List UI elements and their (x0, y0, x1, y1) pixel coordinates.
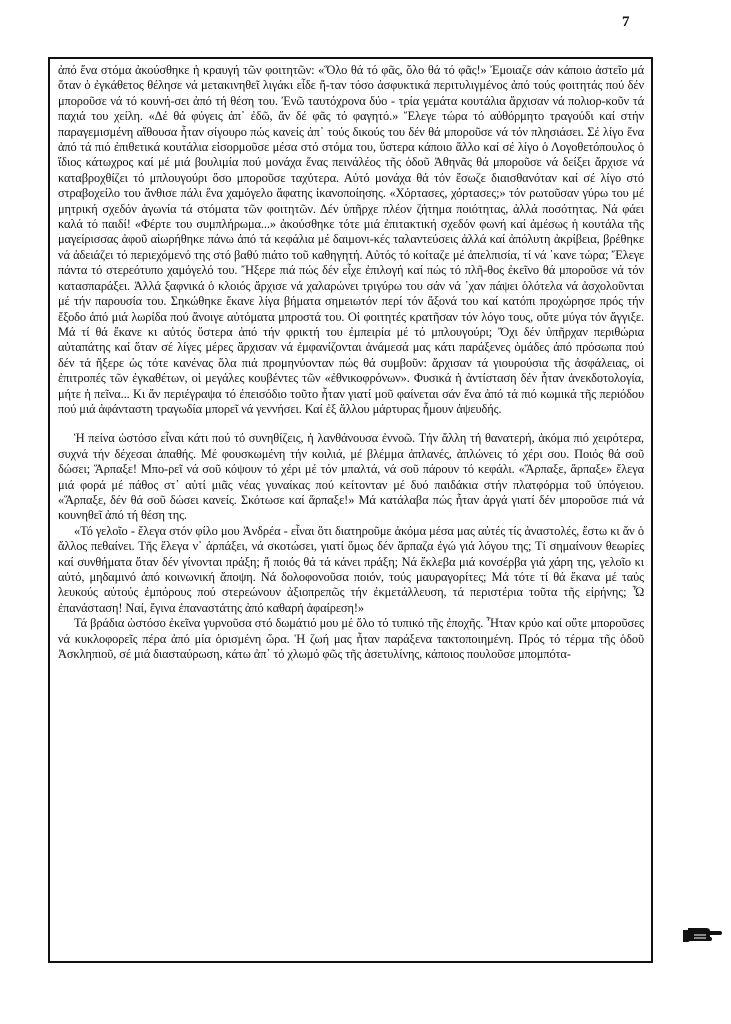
pointing-hand-icon (682, 926, 722, 944)
page-number: 7 (622, 14, 630, 30)
paragraph-2: Ἡ πείνα ὡστόσο εἶναι κάτι πού τό συνηθίζεις, ἡ λανθάνουσα ἐννοῶ. Τήν ἄλλη τή θανατερή, ἀκόμα πιό χειρότερα, συχνά τήν δέχεσαι ἀπαθής. Μέ φουσκωμένη τήν κοιλιά, μέ βλέμμα ἀπλανές, ἀπλώνεις τό χέρι σου. Ποιός θά σοῦ δώσει; Ἅρπαξε! Μπο-ρεῖ νά σοῦ κόψουν τό χέρι μέ τόν μπαλτά, νά σοῦ πάρουν τό κεφάλι. «Ἅρπαξε, ἅρπαξε» ἔλεγα μιά φορά μέ πάθος στ᾽ αὐτί μιᾶς νέας γυναίκας πού κείτονταν μέ δυό παιδάκια στήν πλατφόρμα τοῦ ὑπόγειου. «Ἅρπαξε, δέν θά σοῦ δώσει κανείς. Σκότωσε καί ἅρπαξε!» Μά κατάλαβα πώς ἦταν ἀργά γιατί δέν μποροῦσε πιά νά κουνηθεῖ ἀπό τή θέση της. (58, 431, 644, 523)
paragraph-3: «Τό γελοῖο - ἔλεγα στόν φίλο μου Ἀνδρέα - εἶναι ὅτι διατηροῦμε ἀκόμα μέσα μας αὐτές τίς ἀναστολές, ἔστω κι ἄν ὁ ἄλλος πεθαίνει. Τῆς ἔλεγα ν᾽ ἁρπάξει, νά σκοτώσει, γιατί ὅμως δέν ἅρπαζα ἐγώ γιά λόγου της; Τί σημαίνουν θεωρίες καί συνθήματα ὅταν δέν γίνονται πράξη; ἤ ποιός θά τά κάνει πράξη; Νά ἔκλεβα μιά κονσέρβα γιά χάρη της, γελοῖο κι αὐτό, μηδαμινό ἀπό κοινωνική ἄποψη. Νά δολοφονοῦσα ποιόν, τούς μαυραγορίτες; Μά τότε τί θά ἔκανα μέ ταὐς λευκούς αὐτούς ἐμπόρους πού στερεώνουν ἀξιοπρεπῶς τήν ἐκμετάλλευση, τά περιστέρια τοῦτα τῆς εἰρήνης; Ὦ ἐπανάσταση! Ναί, ἔγινα ἐπαναστάτης ἀπό καθαρή ἀφαίρεση!» (58, 523, 644, 615)
paragraph-1: ἀπό ἕνα στόμα ἀκούσθηκε ἡ κραυγή τῶν φοιτητῶν: «Ὅλο θά τό φᾶς, ὅλο θά τό φᾶς!» Ἐμοιαζε σάν κάποιο ἀστεῖο μά ὅταν ὁ ἐγκάθετος θέλησε νά μετακινηθεῖ λιγάκι εἶδε ἤ-ταν τόσο ἀσφυκτικά περιτυλιγμένος ἀπό τούς φοιτητάς πού δέν μποροῦσε νά τό κουνή-σει ἀπό τή θέση του. Ἐνῶ ταυτόχρονα δύο - τρία γεμάτα κουτάλια ἄρχισαν νά πολιορ-κοῦν τά παχιά του χείλη. «Δέ θά φύγεις ἀπ᾽ ἐδῶ, ἄν δέ φᾶς τό φαγητό.» Ἔλεγε τώρα τό αὐθόρμητο τραγούδι καί στήν παραγεμισμένη αἴθουσα ἦταν σίγουρο πώς κανείς ἀπ᾽ τούς δικούς του δέν θά μποροῦσε νά τόν πλησιάσει. Σέ λίγο ἕνα ἀπό τά πιό ἐπιθετικά κουτάλια εἰσορμοῦσε μέσα στό στόμα του, ὕστερα κάποιο ἄλλο καί σέ λίγο ὁ Λογοθετόπουλος ὁ ἴδιος κάτωχρος καί μέ μιά βουλιμία πού μονάχα ἕνας πεινάλέος τῆς ὁδοῦ Ἀθηνᾶς θά μποροῦσε νά δείξει ἄρχισε νά καταβροχθίζει τό μπλουγούρι ὅσο μποροῦσε ταχύτερα. Αὐτό μονάχα θά τόν ἔσωζε διαισθανόταν καί σέ λίγο στό στραβοχείλο του ἄνθισε πάλι ἕνα χαμόγελο ἄφατης ἱκανοποίησης. «Χόρτασες, χόρτασες;» τόν ρωτοῦσαν γύρω του μέ μητρική σχεδόν ἀγωνία τά στόματα τῶν φοιτητῶν. Δέν ὑπῆρχε πλέον ζήτημα ποιότητας, ἀλλά ποσότητας. Νά φάει καλά τό παιδί! «Φέρτε του συμπλήρωμα...» ἀκούσθηκε τότε μιά ἐπιτακτική σχεδόν φωνή καί ἀμέσως ἡ κουτάλα τῆς μαγείρισσας ἀφοῦ αἰωρήθηκε πάνω ἀπό τά κεφάλια μέ δαιμονι-κές ταλαντεύσεις ἀλλά καί ἀπόλυτη ἀκρίβεια, βρέθηκε νά ἀδειάζει τό περιεχόμενό της στό βαθύ πιάτο τοῦ καθηγητή. Αὐτός τό κοίταζε μέ ἀπελπισία, τί νά ᾽κανε τώρα; Ἔλεγε πάντα τό στερεότυπο χαμόγελό του. Ἤξερε πιά πώς δέν εἶχε ἐπιλογή καί πώς τό πλῆ-θος ἐκεῖνο θά μποροῦσε νά τόν κατασπαράξει. Ἀλλά ξαφνικά ὁ κλοιός ἄρχισε νά χαλαρώνει τριγύρω του σάν νά ᾽χαν πάψει ὁλότελα νά ἀσχολοῦνται μέ τήν παρουσία του. Σηκώθηκε ἔκανε λίγα βήματα σημειωτόν περί τόν ἄξονά του καί κατόπι προχώρησε πρός τήν ἔξοδο ἀπό μιά λωρίδα πού ἄνοιγε αὐτόματα μπροστά του. Οἱ φοιτητές κρατῆσαν τόν λόγο τους, οὔτε μύγα τόν ἄγγιξε. Μά τί θά ἔκανε κι αὐτός ὕστερα ἀπό τήν φρικτή του ἐμπειρία μέ τό μπλουγούρι; Ὄχι δέν ὑπῆρχαν περιθώρια αὐταπάτης καί ὅταν σέ λίγες μέρες ἄρχισαν νά ἐμφανίζονται ἀνάμεσά μας κάτι παράξενες ὁμάδες ἀπό πρόσωπα πού δέν τά ἤξερε ὡς τότε κανένας ὅλα πιά προμηνύονταν πώς θά συμβοῦν: ἄρχισαν τά γιουρούσια τῆς ἀσφάλειας, οἱ ἐπιτροπές τῶν ἐγκαθέτων, οἱ μεγάλες κουβέντες τῶν «ἐθνικοφρόνων». Φυσικά ἡ ἀντίσταση δέν ἦταν ἀνεκδοτολογία, μήτε ἡ πεῖνα... Κι ἄν περιέγραψα τό ἐπεισόδιο τοῦτο ἦταν γιατί μοῦ φαίνεται σάν ἕνα ἀπό τά πιό κωμικά τῆς περιόδου πού μιά ἀφάνταστη τραγωδία μπορεῖ νά γεννήσει. Καί ἐξ ἄλλου μάρτυρας ἦμουν ἀψευδής. (58, 63, 644, 416)
paragraph-4: Τά βράδια ὡστόσο ἐκεῖνα γυρνοῦσα στό δωμάτιό μου μέ ὅλο τό τυπικό τῆς ἐποχῆς. Ἦταν κρύο καί οὔτε μποροῦσες νά κυκλοφορεῖς πέρα ἀπό μία ὁρισμένη ὥρα. Ἡ ζωή μας ἦταν παράξενα τακτοποιημένη. Πρός τό τέρμα τῆς ὁδοῦ Ἀσκληπιοῦ, σέ μιά διασταύρωση, κάτω ἀπ᾽ τό χλωμό φῶς τῆς ἀσετυλίνης, κάποιος πουλοῦσε μπομπότα- (58, 616, 644, 662)
body-text (58, 63, 644, 662)
